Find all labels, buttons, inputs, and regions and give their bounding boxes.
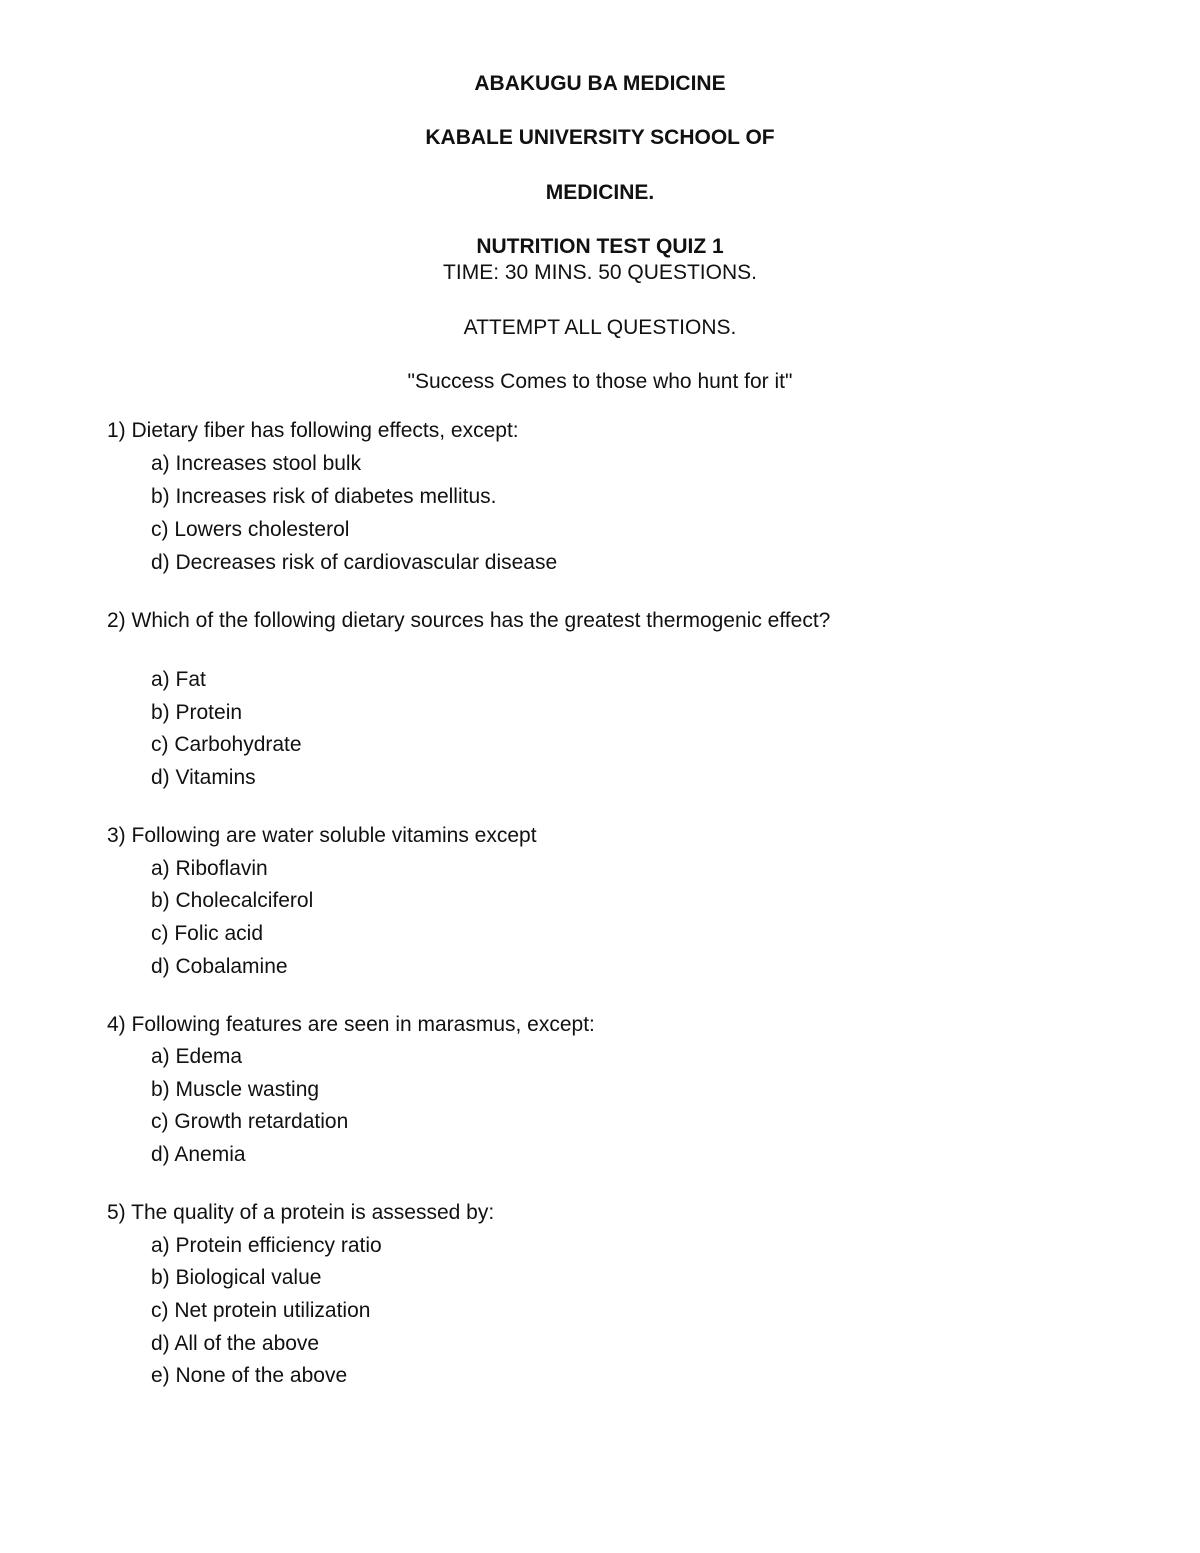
question-2-option-b: b) Protein (151, 701, 243, 724)
question-4-option-b: b) Muscle wasting (151, 1078, 320, 1101)
question-4: 4) Following features are seen in marasmus, except: (107, 1013, 595, 1036)
instruction: ATTEMPT ALL QUESTIONS. (463, 316, 737, 339)
question-5: 5) The quality of a protein is assessed by: (107, 1201, 495, 1224)
question-4-option-d: d) Anemia (151, 1143, 246, 1166)
quiz-title: NUTRITION TEST QUIZ 1 (476, 235, 724, 258)
question-3-option-d: d) Cobalamine (151, 955, 288, 978)
question-5-option-a: a) Protein efficiency ratio (151, 1234, 382, 1257)
time-info: TIME: 30 MINS. 50 QUESTIONS. (443, 261, 757, 284)
question-2-option-d: d) Vitamins (151, 766, 256, 789)
question-5-option-b: b) Biological value (151, 1266, 322, 1289)
question-1-option-c: c) Lowers cholesterol (151, 518, 350, 541)
header-line-3: MEDICINE. (545, 181, 655, 204)
question-3-option-b: b) Cholecalciferol (151, 889, 314, 912)
motto: "Success Comes to those who hunt for it" (407, 370, 793, 393)
question-1-option-b: b) Increases risk of diabetes mellitus. (151, 485, 497, 508)
header-line-1: ABAKUGU BA MEDICINE (474, 72, 726, 95)
question-2: 2) Which of the following dietary sources has the greatest thermogenic effect? (107, 609, 831, 632)
question-2-option-c: c) Carbohydrate (151, 733, 302, 756)
question-5-option-c: c) Net protein utilization (151, 1299, 371, 1322)
header-line-2: KABALE UNIVERSITY SCHOOL OF (425, 126, 775, 149)
question-1-option-d: d) Decreases risk of cardiovascular disease (151, 551, 558, 574)
question-4-option-a: a) Edema (151, 1045, 243, 1068)
question-4-option-c: c) Growth retardation (151, 1110, 349, 1133)
question-5-option-e: e) None of the above (151, 1364, 348, 1387)
question-1-option-a: a) Increases stool bulk (151, 452, 362, 475)
question-5-option-d: d) All of the above (151, 1332, 320, 1355)
question-3: 3) Following are water soluble vitamins except (107, 824, 537, 847)
question-3-option-c: c) Folic acid (151, 922, 264, 945)
question-1: 1) Dietary fiber has following effects, except: (107, 419, 519, 442)
question-2-option-a: a) Fat (151, 668, 206, 691)
question-3-option-a: a) Riboflavin (151, 857, 268, 880)
